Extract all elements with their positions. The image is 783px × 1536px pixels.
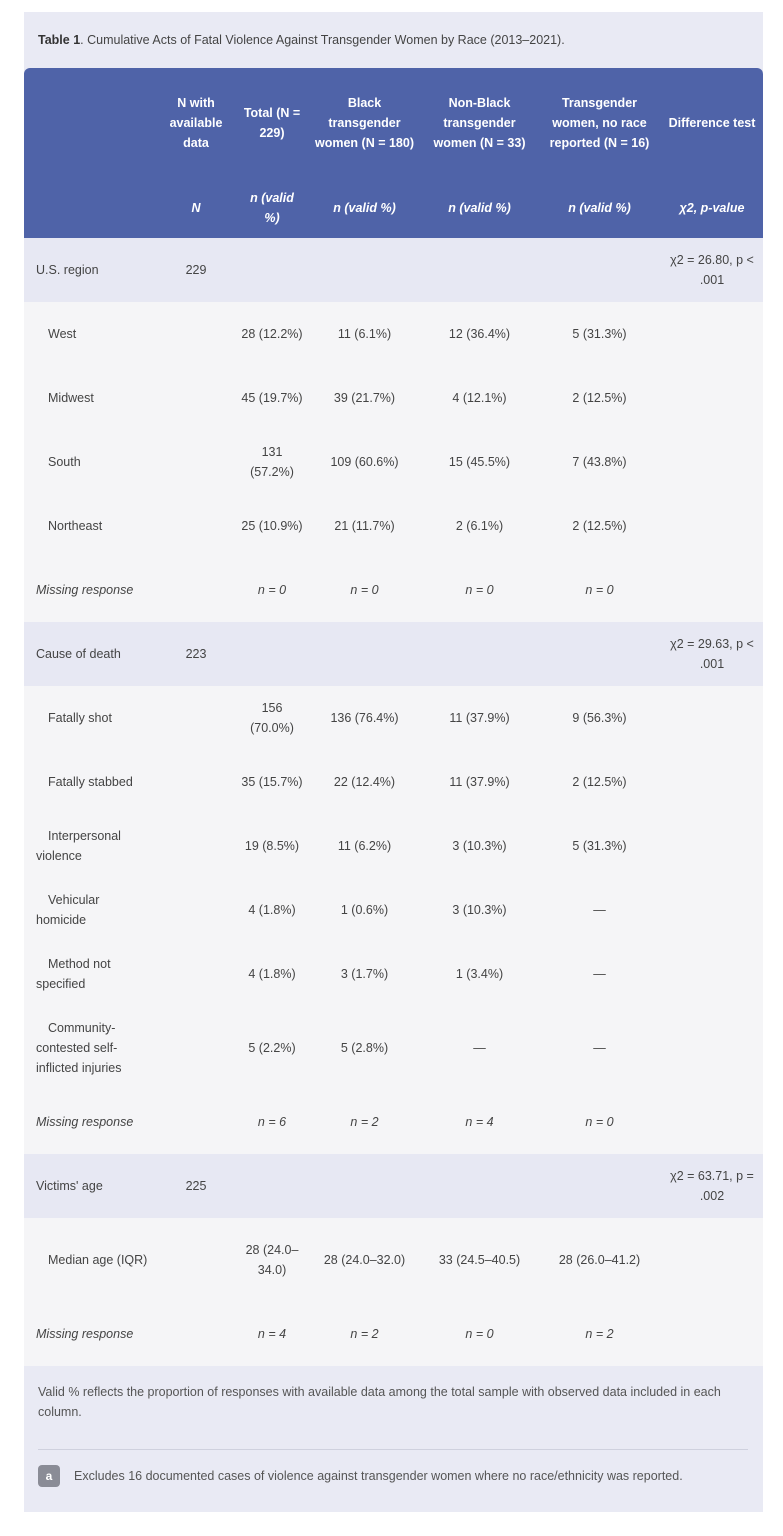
cell-non-black: 11 (37.9%) (421, 686, 538, 750)
cell-label: Interpersonal violence (24, 814, 156, 878)
cell-n-available (156, 686, 236, 750)
cell-total: 45 (19.7%) (236, 366, 308, 430)
subheader-cell-blank (24, 178, 156, 238)
cell-n-available (156, 1006, 236, 1090)
cell-difference-test (661, 750, 763, 814)
table-caption-label: Table 1 (38, 33, 81, 47)
footnote (38, 1464, 758, 1488)
table-note: Valid % reflects the proportion of responses with available data among the total sample with observed data included in each column. (38, 1385, 721, 1419)
cell-black: 21 (11.7%) (308, 494, 421, 558)
footnote-text: Excludes 16 documented cases of violence against transgender women where no race/ethnicity was reported. (74, 1469, 683, 1483)
cell-black: 136 (76.4%) (308, 686, 421, 750)
cell-n-available (156, 1218, 236, 1302)
cell-black: 11 (6.2%) (308, 814, 421, 878)
data-table (24, 68, 763, 1366)
cell-non-black: n = 0 (421, 558, 538, 622)
header-cell-difference-test: Difference test (661, 68, 763, 178)
cell-difference-test: χ2 = 26.80, p < .001 (661, 238, 763, 302)
cell-total (236, 622, 308, 686)
cell-total: 4 (1.8%) (236, 942, 308, 1006)
cell-difference-test (661, 302, 763, 366)
cell-non-black: 15 (45.5%) (421, 430, 538, 494)
cell-non-black: 12 (36.4%) (421, 302, 538, 366)
cell-no-race: 2 (12.5%) (538, 750, 661, 814)
cell-black: 28 (24.0–32.0) (308, 1218, 421, 1302)
table-header (24, 68, 763, 238)
cell-no-race: n = 0 (538, 558, 661, 622)
cell-label: Midwest (24, 366, 156, 430)
cell-no-race: 5 (31.3%) (538, 814, 661, 878)
cell-black: n = 2 (308, 1302, 421, 1366)
cell-no-race: 2 (12.5%) (538, 494, 661, 558)
cell-label: Missing response (24, 1302, 156, 1366)
cell-total: 131 (57.2%) (236, 430, 308, 494)
table-row (24, 494, 763, 558)
cell-total: 156 (70.0%) (236, 686, 308, 750)
cell-black (308, 1154, 421, 1218)
table-row (24, 750, 763, 814)
table-caption-text: . Cumulative Acts of Fatal Violence Against Transgender Women by Race (2013–2021). (80, 33, 565, 47)
cell-non-black: 11 (37.9%) (421, 750, 538, 814)
cell-difference-test: χ2 = 63.71, p = .002 (661, 1154, 763, 1218)
cell-non-black: — (421, 1006, 538, 1090)
cell-label: U.S. region (24, 238, 156, 302)
cell-difference-test (661, 430, 763, 494)
table-row (24, 1218, 763, 1302)
cell-n-available (156, 878, 236, 942)
cell-non-black (421, 622, 538, 686)
header-row-2 (24, 178, 763, 238)
subheader-cell-n (156, 178, 236, 238)
table-row (24, 430, 763, 494)
header-cell-n-available: N with available data (156, 68, 236, 178)
cell-black: 1 (0.6%) (308, 878, 421, 942)
cell-difference-test (661, 686, 763, 750)
cell-total: 35 (15.7%) (236, 750, 308, 814)
header-cell-blank (24, 68, 156, 178)
header-cell-total: Total (N = 229) (236, 68, 308, 178)
cell-label: Missing response (24, 1090, 156, 1154)
cell-no-race (538, 622, 661, 686)
cell-n-available (156, 430, 236, 494)
cell-label: West (24, 302, 156, 366)
cell-no-race: 5 (31.3%) (538, 302, 661, 366)
cell-n-available (156, 1302, 236, 1366)
table-group-row (24, 1154, 763, 1218)
cell-black: 109 (60.6%) (308, 430, 421, 494)
table-row (24, 366, 763, 430)
table-body (24, 238, 763, 1366)
cell-non-black (421, 1154, 538, 1218)
cell-n-available (156, 558, 236, 622)
cell-no-race: — (538, 878, 661, 942)
table-row (24, 942, 763, 1006)
footnote-divider (38, 1449, 748, 1450)
cell-n-available (156, 494, 236, 558)
cell-difference-test (661, 1006, 763, 1090)
cell-difference-test (661, 1302, 763, 1366)
cell-n-available (156, 302, 236, 366)
cell-no-race: n = 2 (538, 1302, 661, 1366)
cell-n-available (156, 814, 236, 878)
cell-black: 39 (21.7%) (308, 366, 421, 430)
cell-n-available (156, 366, 236, 430)
cell-label: South (24, 430, 156, 494)
table-panel (24, 12, 763, 1512)
cell-label: Fatally stabbed (24, 750, 156, 814)
cell-difference-test: χ2 = 29.63, p < .001 (661, 622, 763, 686)
table-row (24, 1302, 763, 1366)
table-row (24, 1006, 763, 1090)
cell-non-black: n = 0 (421, 1302, 538, 1366)
cell-no-race: — (538, 1006, 661, 1090)
subheader-text: n (valid %) (448, 201, 511, 215)
cell-label: Method not specified (24, 942, 156, 1006)
subheader-text: n (valid %) (333, 201, 396, 215)
cell-difference-test (661, 814, 763, 878)
cell-difference-test (661, 366, 763, 430)
subheader-text: N (191, 201, 201, 215)
cell-non-black: 2 (6.1%) (421, 494, 538, 558)
cell-difference-test (661, 1090, 763, 1154)
cell-n-available: 229 (156, 238, 236, 302)
cell-difference-test (661, 1218, 763, 1302)
subheader-text: n (valid %) (568, 201, 631, 215)
cell-n-available (156, 1090, 236, 1154)
cell-total: 28 (24.0–34.0) (236, 1218, 308, 1302)
cell-total (236, 238, 308, 302)
subheader-cell-non-black (421, 178, 538, 238)
cell-black: 11 (6.1%) (308, 302, 421, 366)
cell-no-race: n = 0 (538, 1090, 661, 1154)
cell-non-black: 4 (12.1%) (421, 366, 538, 430)
cell-non-black: 33 (24.5–40.5) (421, 1218, 538, 1302)
cell-no-race: 2 (12.5%) (538, 366, 661, 430)
cell-label: Missing response (24, 558, 156, 622)
table-row (24, 686, 763, 750)
cell-label: Victims' age (24, 1154, 156, 1218)
table-row (24, 302, 763, 366)
cell-black: n = 2 (308, 1090, 421, 1154)
cell-total: 28 (12.2%) (236, 302, 308, 366)
subheader-cell-total (236, 178, 308, 238)
cell-no-race: 28 (26.0–41.2) (538, 1218, 661, 1302)
table-row (24, 878, 763, 942)
cell-label: Cause of death (24, 622, 156, 686)
cell-black: 22 (12.4%) (308, 750, 421, 814)
cell-label: Community-contested self-inflicted injuries (24, 1006, 156, 1090)
cell-total: 5 (2.2%) (236, 1006, 308, 1090)
cell-difference-test (661, 558, 763, 622)
cell-total: 25 (10.9%) (236, 494, 308, 558)
cell-black: n = 0 (308, 558, 421, 622)
cell-total (236, 1154, 308, 1218)
subheader-cell-no-race (538, 178, 661, 238)
cell-non-black: 3 (10.3%) (421, 878, 538, 942)
cell-non-black: 3 (10.3%) (421, 814, 538, 878)
cell-total: 4 (1.8%) (236, 878, 308, 942)
subheader-cell-black (308, 178, 421, 238)
cell-black (308, 238, 421, 302)
table-group-row (24, 622, 763, 686)
cell-label: Vehicular homicide (24, 878, 156, 942)
cell-black: 5 (2.8%) (308, 1006, 421, 1090)
cell-no-race: 7 (43.8%) (538, 430, 661, 494)
table-row (24, 814, 763, 878)
cell-non-black (421, 238, 538, 302)
subheader-text: χ2, p-value (679, 201, 745, 215)
header-cell-black: Black transgender women (N = 180) (308, 68, 421, 178)
cell-no-race: 9 (56.3%) (538, 686, 661, 750)
cell-no-race (538, 1154, 661, 1218)
cell-label: Fatally shot (24, 686, 156, 750)
cell-n-available (156, 750, 236, 814)
cell-total: 19 (8.5%) (236, 814, 308, 878)
cell-total: n = 6 (236, 1090, 308, 1154)
table-caption (38, 32, 748, 48)
cell-label: Northeast (24, 494, 156, 558)
header-row-1 (24, 68, 763, 178)
cell-total: n = 0 (236, 558, 308, 622)
cell-label: Median age (IQR) (24, 1218, 156, 1302)
cell-no-race: — (538, 942, 661, 1006)
cell-difference-test (661, 878, 763, 942)
cell-non-black: 1 (3.4%) (421, 942, 538, 1006)
subheader-cell-chi-square (661, 178, 763, 238)
cell-no-race (538, 238, 661, 302)
cell-total: n = 4 (236, 1302, 308, 1366)
cell-n-available: 225 (156, 1154, 236, 1218)
subheader-text: n (valid %) (250, 191, 294, 225)
footnote-badge: a (38, 1465, 60, 1487)
cell-black (308, 622, 421, 686)
header-cell-non-black: Non-Black transgender women (N = 33) (421, 68, 538, 178)
cell-black: 3 (1.7%) (308, 942, 421, 1006)
cell-non-black: n = 4 (421, 1090, 538, 1154)
cell-n-available: 223 (156, 622, 236, 686)
header-cell-no-race: Transgender women, no race reported (N = 16) (538, 68, 661, 178)
cell-difference-test (661, 942, 763, 1006)
table-group-row (24, 238, 763, 302)
cell-difference-test (661, 494, 763, 558)
table-row (24, 1090, 763, 1154)
cell-n-available (156, 942, 236, 1006)
table-row (24, 558, 763, 622)
